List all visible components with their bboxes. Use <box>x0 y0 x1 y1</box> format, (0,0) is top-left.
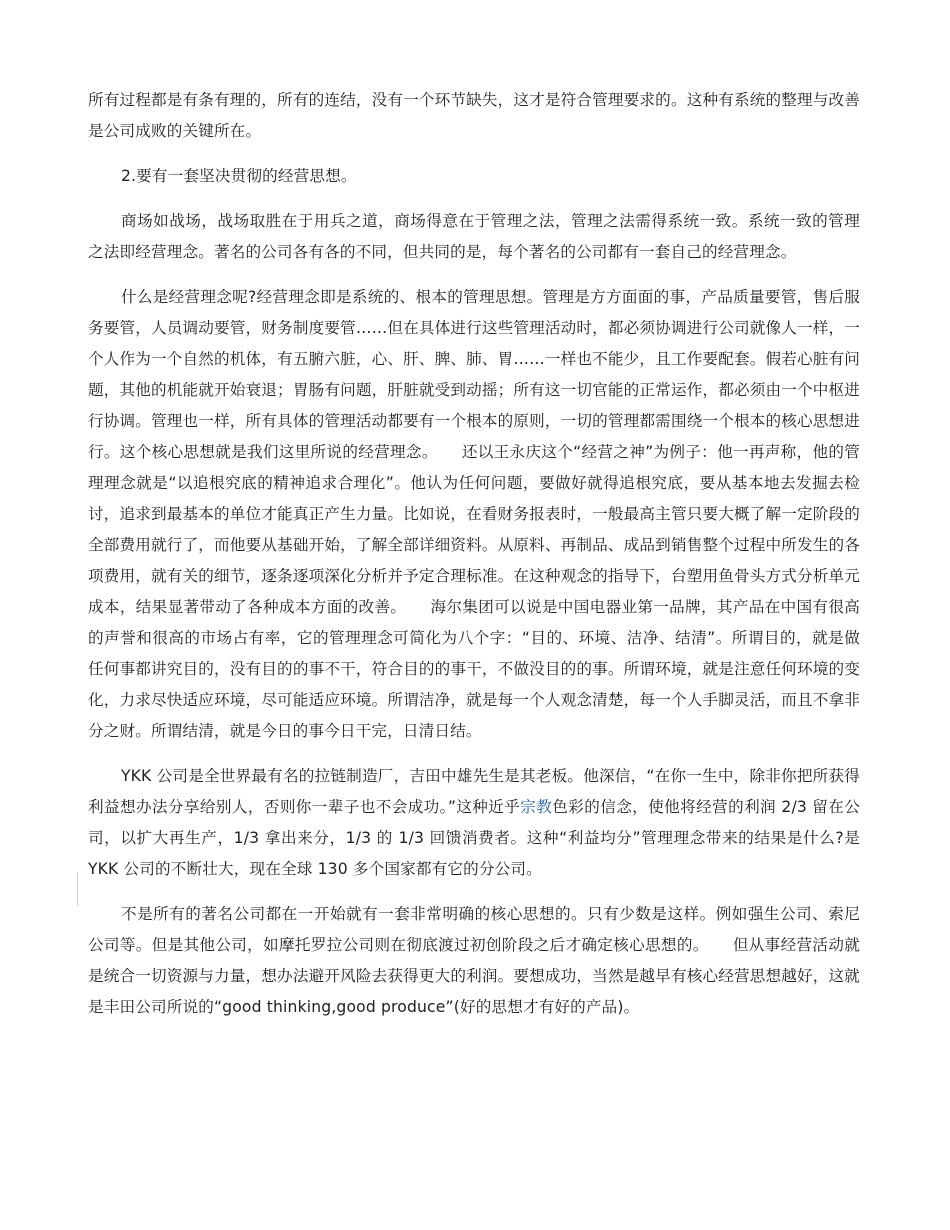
paragraph-core-thought <box>88 899 860 1023</box>
text-ykk-part2: 色彩的信念，使他将经营的利润 2/3 留在公司，以扩大再生产，1/3 拿出来分，1/3 的 1/3 回馈消费者。这种“利益均分”管理理念带来的结果是什么?是 YKK 公司的不断壮大，现在全球 130 多个国家都有它的分公司。 <box>88 798 860 878</box>
religion-link[interactable]: 宗教 <box>520 798 553 816</box>
text-core-thought-part2: 但从事经营活动就是统合一切资源与力量，想办法避开风险去获得更大的利润。要想成功，当然是越早有核心经营思想越好，这就是丰田公司所说的“good thinking,good produce”(好的思想才有好的产品)。 <box>88 936 860 1016</box>
section-heading: 2.要有一套坚决贯彻的经营思想。 <box>121 167 357 185</box>
text-philosophy-definition: 什么是经营理念呢?经营理念即是系统的、根本的管理思想。管理是方方面面的事，产品质量要管，售后服务要管，人员调动要管，财务制度要管……但在具体进行这些管理活动时，都必须协调进行公司就像人一样，一个人作为一个自然的机体，有五腑六脏，心、肝、脾、肺、胃……一样也不能少，且工作要配套。假若心脏有问题，其他的机能就开始衰退；胃肠有问题，肝脏就受到动摇；所有这一切官能的正常运作，都必须由一个中枢进行协调。管理也一样，所有具体的管理活动都要有一个根本的原则，一切的管理都需围绕一个根本的核心思想进行。这个核心思想就是我们这里所说的经营理念。 <box>88 288 860 461</box>
text-wang-yongqing-example: 还以王永庆这个“经营之神”为例子：他一再声称，他的管理理念就是“以追根究底的精神追求合理化”。他认为任何问题，要做好就得追根究底，要从基本地去发掘去检讨，追求到最基本的单位才能真正产生力量。比如说，在看财务报表时，一般最高主管只要大概了解一定阶段的全部费用就行了，而他要从基础开始，了解全部详细资料。从原料、再制品、成品到销售整个过程中所发生的各项费用，就有关的细节，逐条逐项深化分析并予定合理标准。在这种观念的指导下，台塑用鱼骨头方式分析单元成本，结果显著带动了各种成本方面的改善。 <box>88 443 860 616</box>
paragraph-marketplace: 商场如战场，战场取胜在于用兵之道，商场得意在于管理之法，管理之法需得系统一致。系统一致的管理之法即经营理念。著名的公司各有各的不同，但共同的是，每个著名的公司都有一套自己的经营理念。 <box>88 212 860 261</box>
text-ykk-part1: YKK 公司是全世界最有名的拉链制造厂，吉田中雄先生是其老板。他深信，“在你一生中，除非你把所获得利益想办法分享给别人，否则你一辈子也不会成功。”这种近乎 <box>88 767 860 816</box>
margin-change-bar <box>77 872 78 906</box>
paragraph-management-philosophy <box>88 282 860 747</box>
document-page <box>88 85 860 1037</box>
paragraph-process: 所有过程都是有条有理的，所有的连结，没有一个环节缺失，这才是符合管理要求的。这种有系统的整理与改善是公司成败的关键所在。 <box>88 91 860 140</box>
text-core-thought-part1: 不是所有的著名公司都在一开始就有一套非常明确的核心思想的。只有少数是这样。例如强生公司、索尼公司等。但是其他公司，如摩托罗拉公司则在彻底渡过初创阶段之后才确定核心思想的。 <box>88 905 860 954</box>
text-haier-example: 海尔集团可以说是中国电器业第一品牌，其产品在中国有很高的声誉和很高的市场占有率，它的管理理念可简化为八个字：“目的、环境、洁净、结清”。所谓目的，就是做任何事都讲究目的，没有目的的事不干，符合目的的事干，不做没目的的事。所谓环境，就是注意任何环境的变化，力求尽快适应环境，尽可能适应环境。所谓洁净，就是每一个人观念清楚，每一个人手脚灵活，而且不拿非分之财。所谓结清，就是今日的事今日干完，日清日结。 <box>88 598 860 740</box>
paragraph-ykk <box>88 761 860 885</box>
